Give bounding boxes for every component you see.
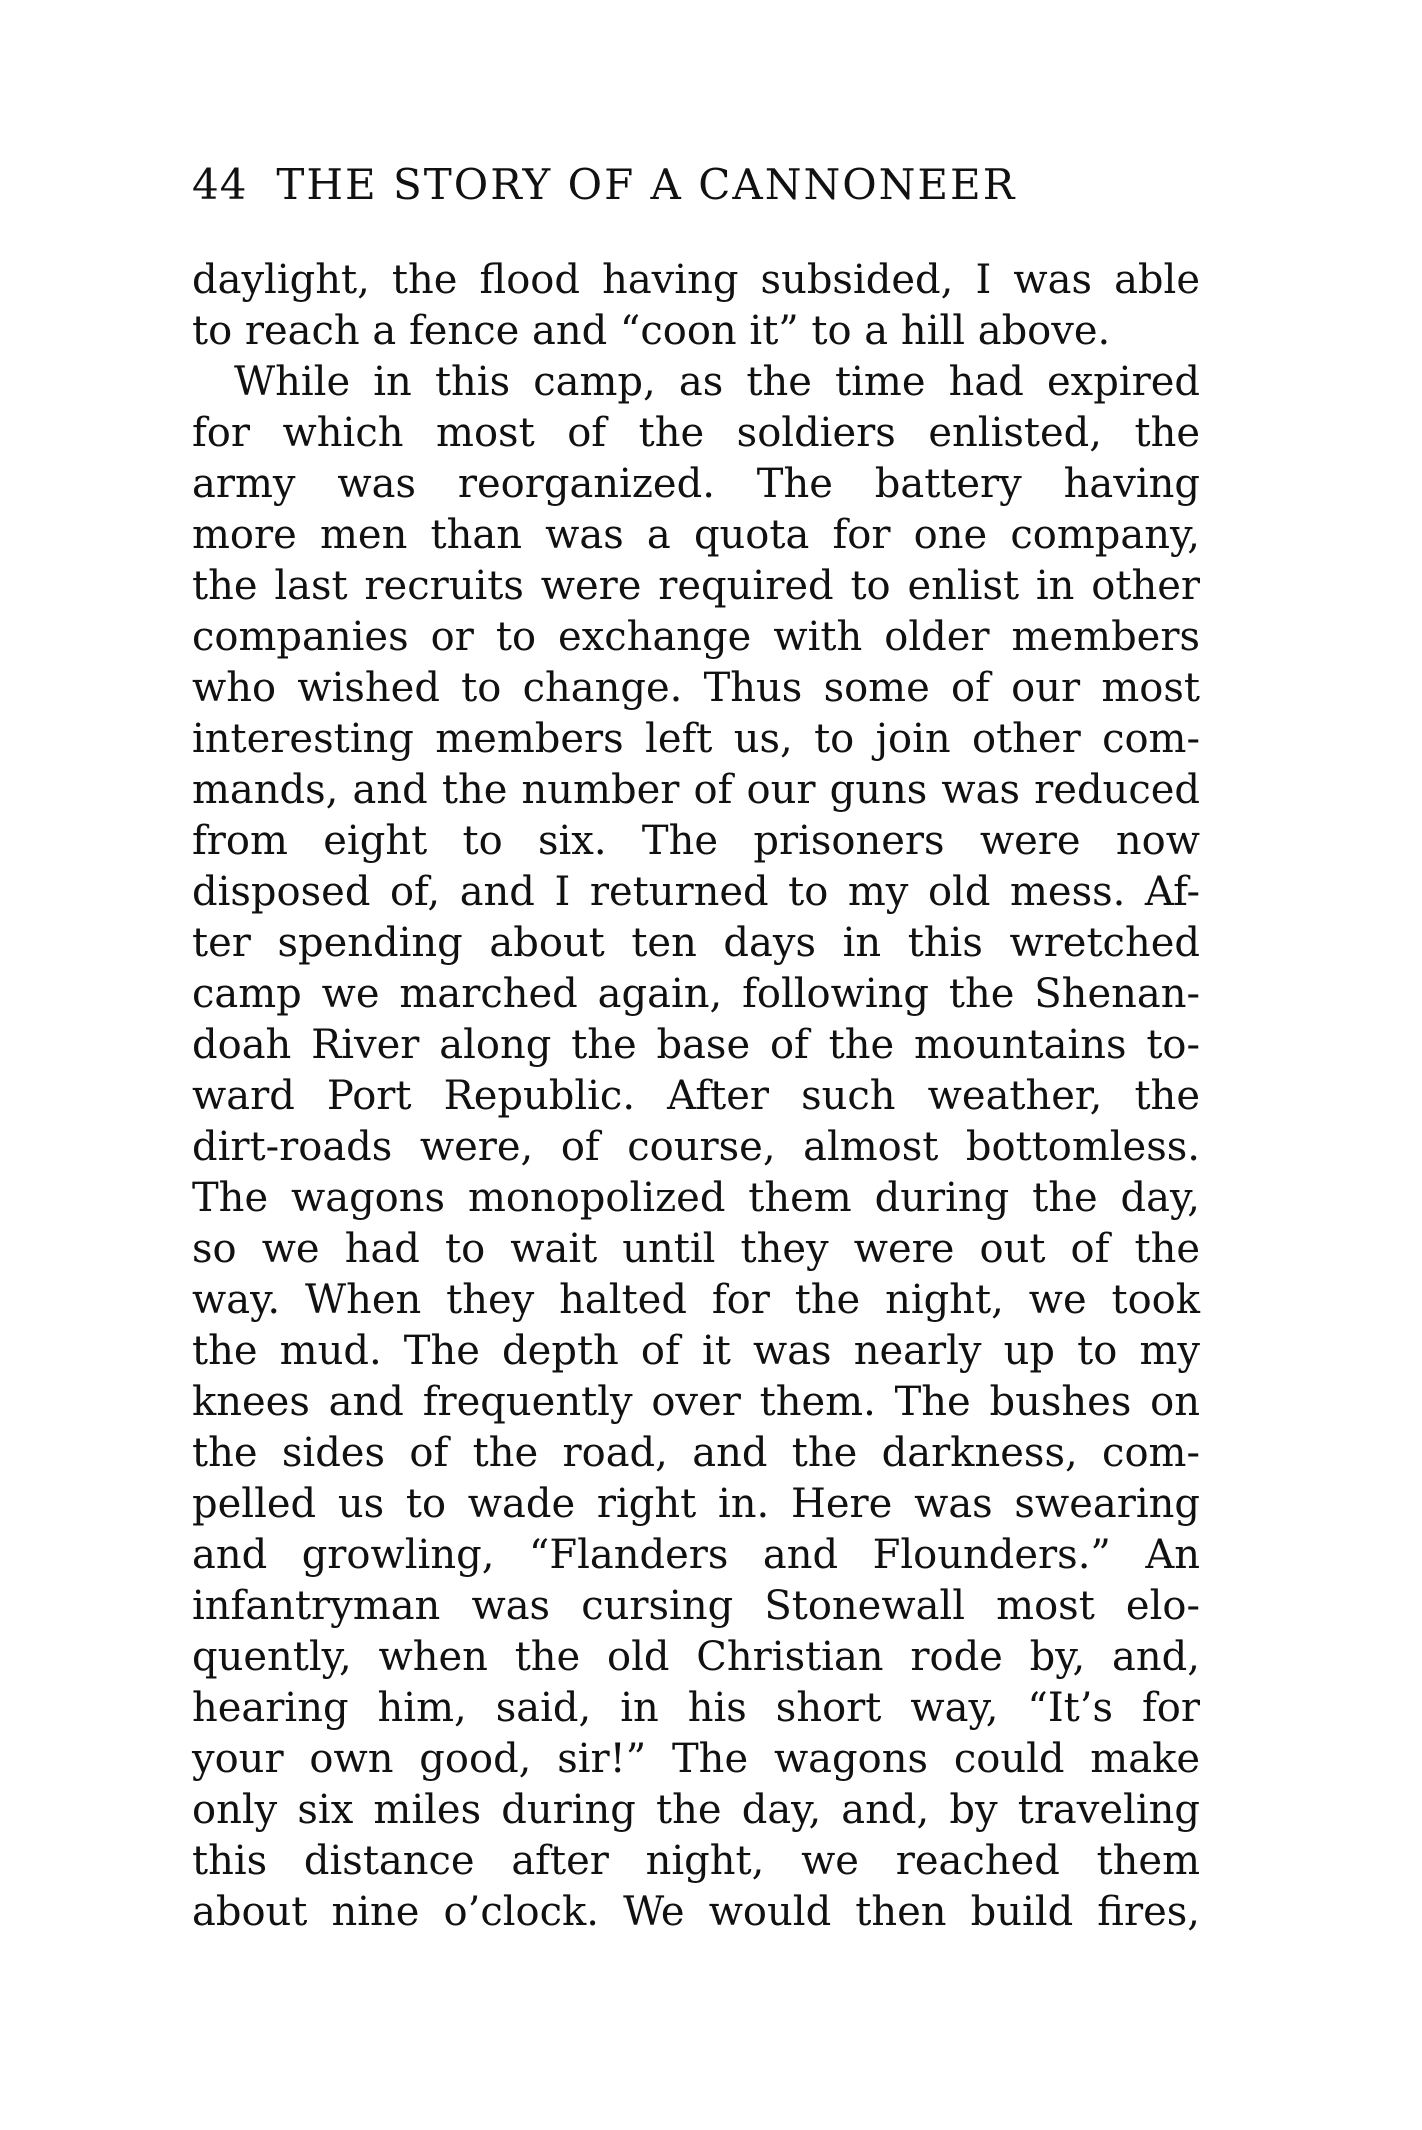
text-line: this distance after night, we reached them	[192, 1838, 1200, 1884]
text-line: the mud. The depth of it was nearly up to my	[192, 1328, 1200, 1374]
text-line: about nine o’clock. We would then build fires,	[192, 1889, 1200, 1935]
text-line: mands, and the number of our guns was reduced	[192, 767, 1200, 813]
text-line: for which most of the soldiers enlisted, the	[192, 410, 1200, 456]
text-line: to reach a fence and “coon it” to a hill above.	[192, 308, 1111, 354]
running-head	[192, 160, 1192, 210]
text-line: ward Port Republic. After such weather, the	[192, 1073, 1200, 1119]
text-line-paragraph-start: While in this camp, as the time had expired	[234, 359, 1200, 405]
text-line: The wagons monopolized them during the day,	[192, 1175, 1200, 1221]
text-line: companies or to exchange with older members	[192, 614, 1200, 660]
text-line: doah River along the base of the mountains to-	[192, 1022, 1200, 1068]
text-line: from eight to six. The prisoners were now	[192, 818, 1200, 864]
text-line: way. When they halted for the night, we took	[192, 1277, 1200, 1323]
text-line: camp we marched again, following the Shenan-	[192, 971, 1200, 1017]
text-line: dirt-roads were, of course, almost bottomless.	[192, 1124, 1200, 1170]
text-line: infantryman was cursing Stonewall most elo-	[192, 1583, 1200, 1629]
text-line: more men than was a quota for one company,	[192, 512, 1200, 558]
text-line: who wished to change. Thus some of our most	[192, 665, 1200, 711]
text-line: the sides of the road, and the darkness, com-	[192, 1430, 1200, 1476]
text-line: hearing him, said, in his short way, “It’s for	[192, 1685, 1200, 1731]
body-text	[192, 255, 1200, 1938]
text-line: quently, when the old Christian rode by, and,	[192, 1634, 1200, 1680]
text-line: and growling, “Flanders and Flounders.” An	[192, 1532, 1200, 1578]
text-line: disposed of, and I returned to my old mess. Af-	[192, 869, 1200, 915]
text-line: so we had to wait until they were out of the	[192, 1226, 1200, 1272]
text-line: ter spending about ten days in this wretched	[192, 920, 1200, 966]
text-line: pelled us to wade right in. Here was swearing	[192, 1481, 1200, 1527]
book-title: THE STORY OF A CANNONEER	[276, 160, 1017, 209]
page-number: 44	[192, 160, 248, 209]
text-line: daylight, the flood having subsided, I was able	[192, 257, 1200, 303]
text-line: only six miles during the day, and, by traveling	[192, 1787, 1200, 1833]
text-line: your own good, sir!” The wagons could make	[192, 1736, 1200, 1782]
text-line: knees and frequently over them. The bushes on	[192, 1379, 1200, 1425]
text-line: interesting members left us, to join other com-	[192, 716, 1200, 762]
text-line: the last recruits were required to enlist in other	[192, 563, 1200, 609]
text-line: army was reorganized. The battery having	[192, 461, 1200, 507]
